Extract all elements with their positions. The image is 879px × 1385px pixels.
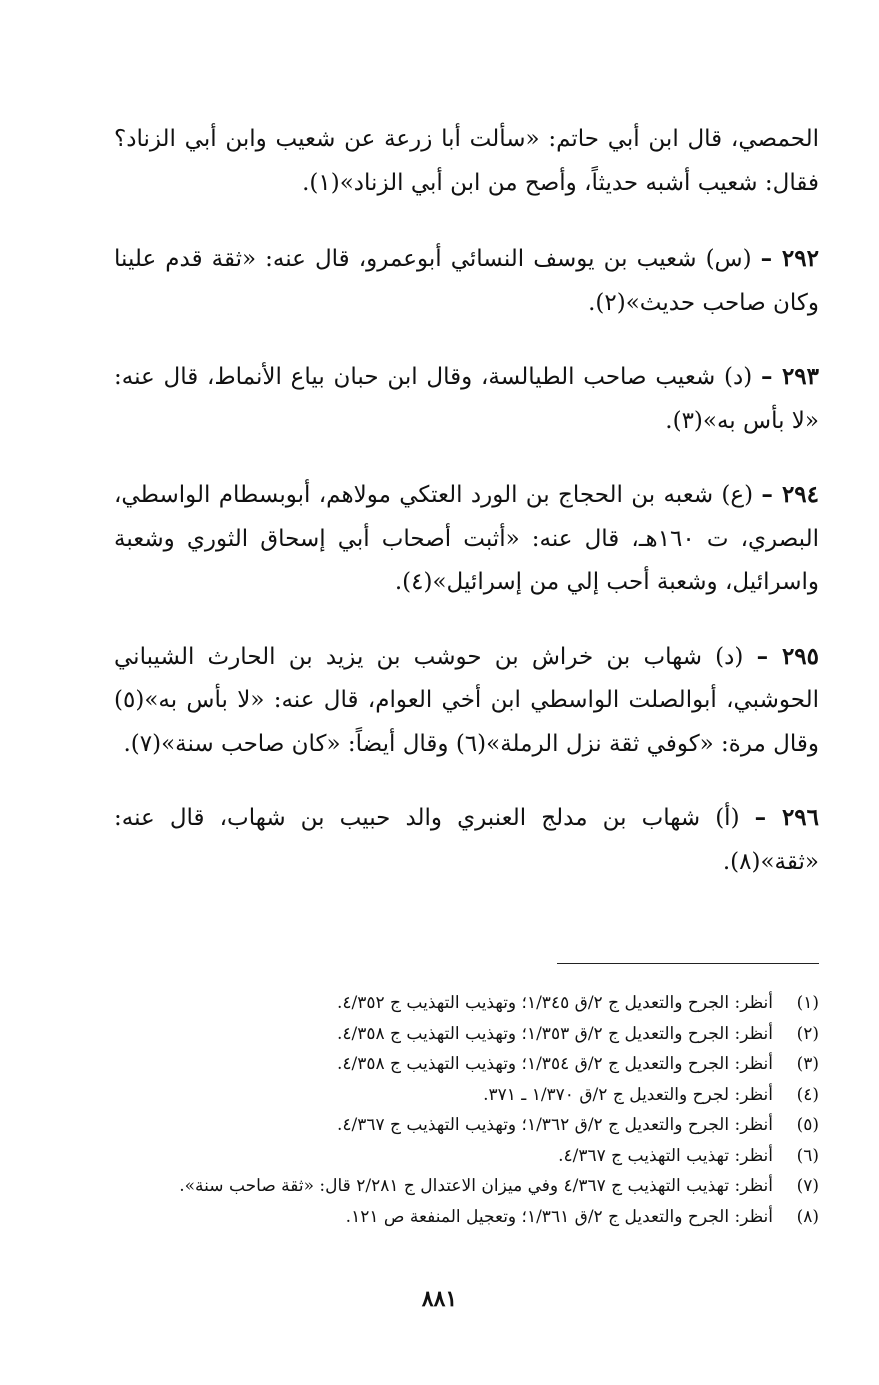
footnote-separator [557,963,819,964]
entry-number: ٢٩٦ – [754,804,820,831]
footnote-item [99,1080,819,1111]
entry-296 [114,796,819,884]
footnote-item [99,1019,819,1050]
footnote-number: (٣) [796,1054,819,1074]
entry-text: (س) شعيب بن يوسف النسائي أبوعمرو، قال عنه: «ثقة قدم علينا وكان صاحب حديث»(٢). [114,246,819,316]
footnote-item [99,1202,819,1233]
footnote-item [99,1171,819,1202]
entry-number: ٢٩٢ – [760,245,819,272]
footnote-item [99,988,819,1019]
footnote-item [99,1141,819,1172]
entry-293 [114,355,819,443]
footnote-text: أنظر: تهذيب التهذيب ج ٤/٣٦٧ وفي ميزان الاعتدال ج ٢/٢٨١ قال: «ثقة صاحب سنة». [179,1176,773,1196]
main-text [114,118,819,914]
footnote-text: أنظر: تهذيب التهذيب ج ٤/٣٦٧. [558,1145,773,1166]
footnote-text: أنظر: الجرح والتعديل ج ٢/ق ١/٣٦١؛ وتعجيل المنفعة ص ١٢١. [345,1206,773,1227]
footnote-number: (١) [796,993,819,1013]
entry-292 [114,237,819,325]
opening-paragraph [114,118,819,205]
entry-text: (ع) شعبه بن الحجاج بن الورد العتكي مولاهم، أبوبسطام الواسطي، البصري، ت ١٦٠هـ، قال عنه: «أثبت أصحاب أبي إسحاق الثوري وشعبة واسرائيل، وشعبة أحب إلي من إسرائيل»(٤). [114,482,819,595]
entry-text: (د) شهاب بن خراش بن حوشب بن يزيد بن الحارث الشيباني الحوشبي، أبوالصلت الواسطي ابن أخي العوام، قال عنه: «لا بأس به»(٥) وقال مرة: «كوفي ثقة نزل الرملة»(٦) وقال أيضاً: «كان صاحب سنة»(٧). [114,643,819,757]
footnote-number: (٢) [796,1023,819,1044]
entry-295 [114,635,819,767]
opening-paragraph-text: الحمصي، قال ابن أبي حاتم: «سألت أبا زرعة عن شعيب وابن أبي الزناد؟ فقال: شعيب أشبه حديثاً، وأصح من ابن أبي الزناد»(١). [114,126,819,196]
footnote-number: (٥) [796,1115,819,1135]
footnote-number: (٤) [796,1084,819,1105]
footnote-text: أنظر: الجرح والتعديل ج ٢/ق ١/٣٤٥؛ وتهذيب التهذيب ج ٤/٣٥٢. [336,993,773,1013]
footnote-text: أنظر: الجرح والتعديل ج ٢/ق ١/٣٦٢؛ وتهذيب التهذيب ج ٤/٣٦٧. [336,1115,773,1135]
footnotes-list [99,988,819,1232]
entry-text: (أ) شهاب بن مدلج العنبري والد حبيب بن شهاب، قال عنه: «ثقة»(٨). [114,805,819,875]
footnote-text: أنظر: لجرح والتعديل ج ٢/ق ١/٣٧٠ ـ ٣٧١. [483,1084,773,1105]
footnote-item [99,1049,819,1080]
entry-294 [114,473,819,605]
footnote-number: (٧) [796,1176,819,1196]
page-number: ٨٨١ [421,1286,458,1312]
entry-number: ٢٩٣ – [760,363,820,390]
footnote-text: أنظر: الجرح والتعديل ج ٢/ق ١/٣٥٣؛ وتهذيب التهذيب ج ٤/٣٥٨. [336,1023,773,1044]
entry-number: ٢٩٤ – [761,481,819,508]
entry-text: (د) شعيب صاحب الطيالسة، وقال ابن حبان بياع الأنماط، قال عنه: «لا بأس به»(٣). [114,364,819,434]
footnote-number: (٦) [796,1145,819,1166]
footnote-item [99,1110,819,1141]
footnote-number: (٨) [796,1206,819,1227]
entry-number: ٢٩٥ – [756,642,819,670]
footnote-text: أنظر: الجرح والتعديل ج ٢/ق ١/٣٥٤؛ وتهذيب التهذيب ج ٤/٣٥٨. [336,1054,773,1074]
